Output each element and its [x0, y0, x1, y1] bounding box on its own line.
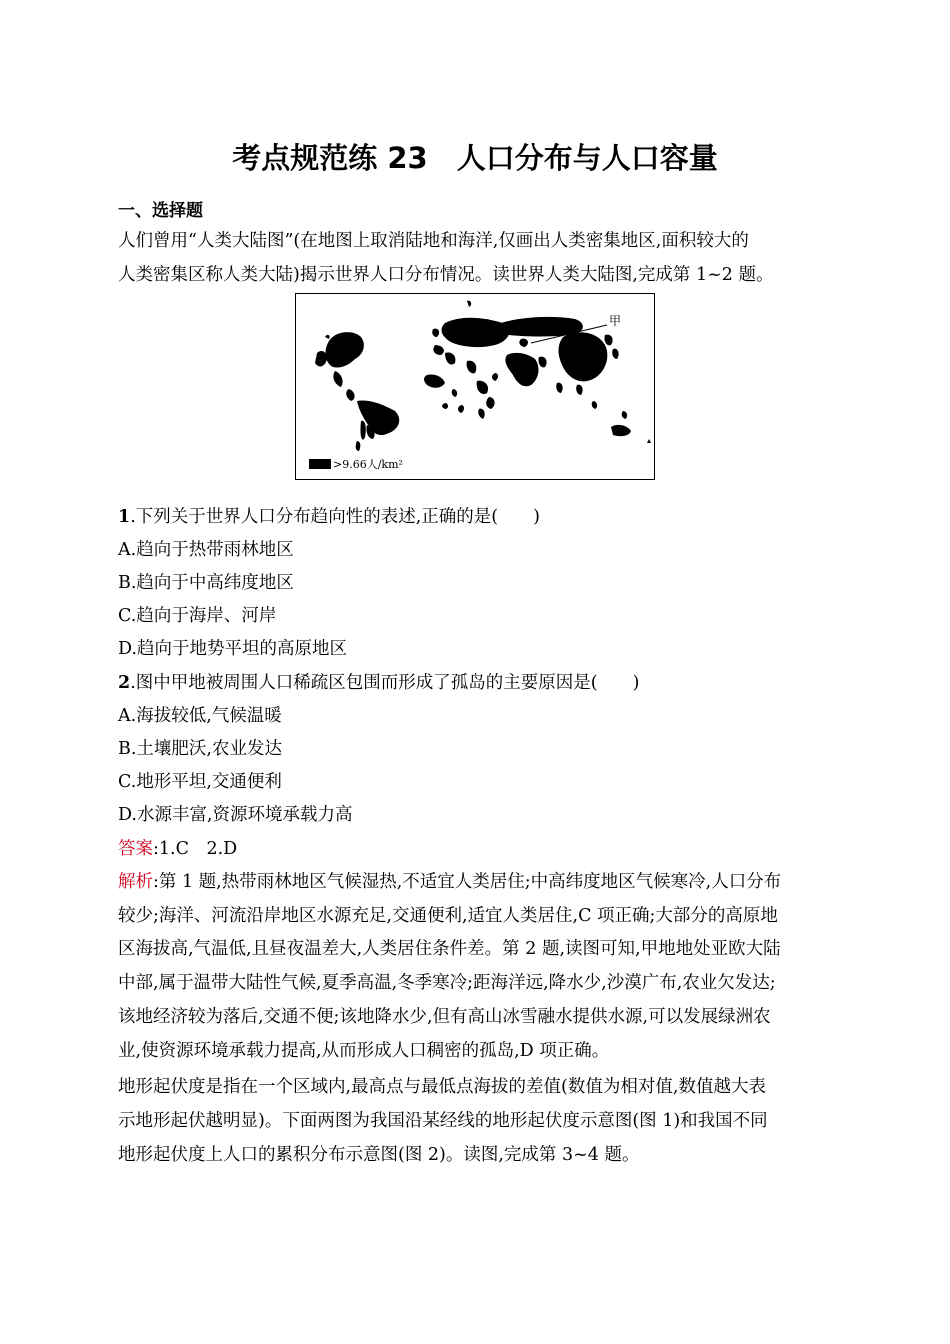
q2-option-c: C.地形平坦,交通便利	[118, 772, 282, 792]
analysis-line-3: 区海拔高,气温低,且昼夜温差大,人类居住条件差。第 2 题,读图可知,甲地地处亚欧大陆	[118, 939, 781, 959]
question-stem: .下列关于世界人口分布趋向性的表述,正确的是( )	[130, 507, 540, 527]
page-title: 考点规范练 23 人口分布与人口容量	[232, 141, 718, 175]
q1-option-a: A.趋向于热带雨林地区	[118, 540, 294, 560]
passage2-line-1: 地形起伏度是指在一个区域内,最高点与最低点海拔的差值(数值为相对值,数值越大表	[118, 1077, 766, 1097]
question-number: 1	[118, 507, 131, 527]
answer-label: 答案	[118, 839, 153, 859]
q2-option-b: B.土壤肥沃,农业发达	[118, 739, 282, 759]
intro-line-1: 人们曾用“人类大陆图”(在地图上取消陆地和海洋,仅画出人类密集地区,面积较大的	[118, 231, 749, 251]
section-heading: 一、选择题	[118, 201, 203, 221]
q2-option-a: A.海拔较低,气候温暖	[118, 706, 282, 726]
analysis-line-5: 该地经济较为落后,交通不便;该地降水少,但有高山冰雪融水提供水源,可以发展绿洲农	[118, 1007, 771, 1027]
legend-label: >9.66人/km²	[333, 458, 403, 471]
world-population-map	[295, 293, 655, 480]
analysis-line-6: 业,使资源环境承载力提高,从而形成人口稠密的孤岛,D 项正确。	[118, 1041, 610, 1061]
question-2	[118, 670, 639, 696]
analysis-line-2: 较少;海洋、河流沿岸地区水源充足,交通便利,适宜人类居住,C 项正确;大部分的高原地	[118, 906, 778, 926]
passage2-line-3: 地形起伏度上人口的累积分布示意图(图 2)。读图,完成第 3~4 题。	[118, 1145, 640, 1165]
question-1	[118, 504, 540, 530]
passage2-line-2: 示地形起伏越明显)。下面两图为我国沿某经线的地形起伏度示意图(图 1)和我国不同	[118, 1111, 768, 1131]
analysis-line-4: 中部,属于温带大陆性气候,夏季高温,冬季寒冷;距海洋远,降水少,沙漠广布,农业欠发达;	[118, 973, 776, 993]
legend-swatch	[309, 459, 331, 469]
marker-label: 甲	[609, 314, 622, 328]
intro-line-2: 人类密集区称人类大陆)揭示世界人口分布情况。读世界人类大陆图,完成第 1~2 题。	[118, 265, 774, 285]
analysis-text: :第 1 题,热带雨林地区气候湿热,不适宜人类居住;中高纬度地区气候寒冷,人口分布	[153, 872, 782, 892]
q1-option-c: C.趋向于海岸、河岸	[118, 606, 277, 626]
question-stem: .图中甲地被周围人口稀疏区包围而形成了孤岛的主要原因是( )	[130, 673, 640, 693]
question-number: 2	[118, 673, 131, 693]
q2-option-d: D.水源丰富,资源环境承载力高	[118, 805, 353, 825]
analysis-label: 解析	[118, 872, 153, 892]
analysis-line-1	[118, 869, 781, 895]
answer-line	[118, 836, 237, 862]
q1-option-b: B.趋向于中高纬度地区	[118, 573, 294, 593]
q1-option-d: D.趋向于地势平坦的高原地区	[118, 639, 347, 659]
answer-text: :1.C 2.D	[153, 839, 238, 859]
